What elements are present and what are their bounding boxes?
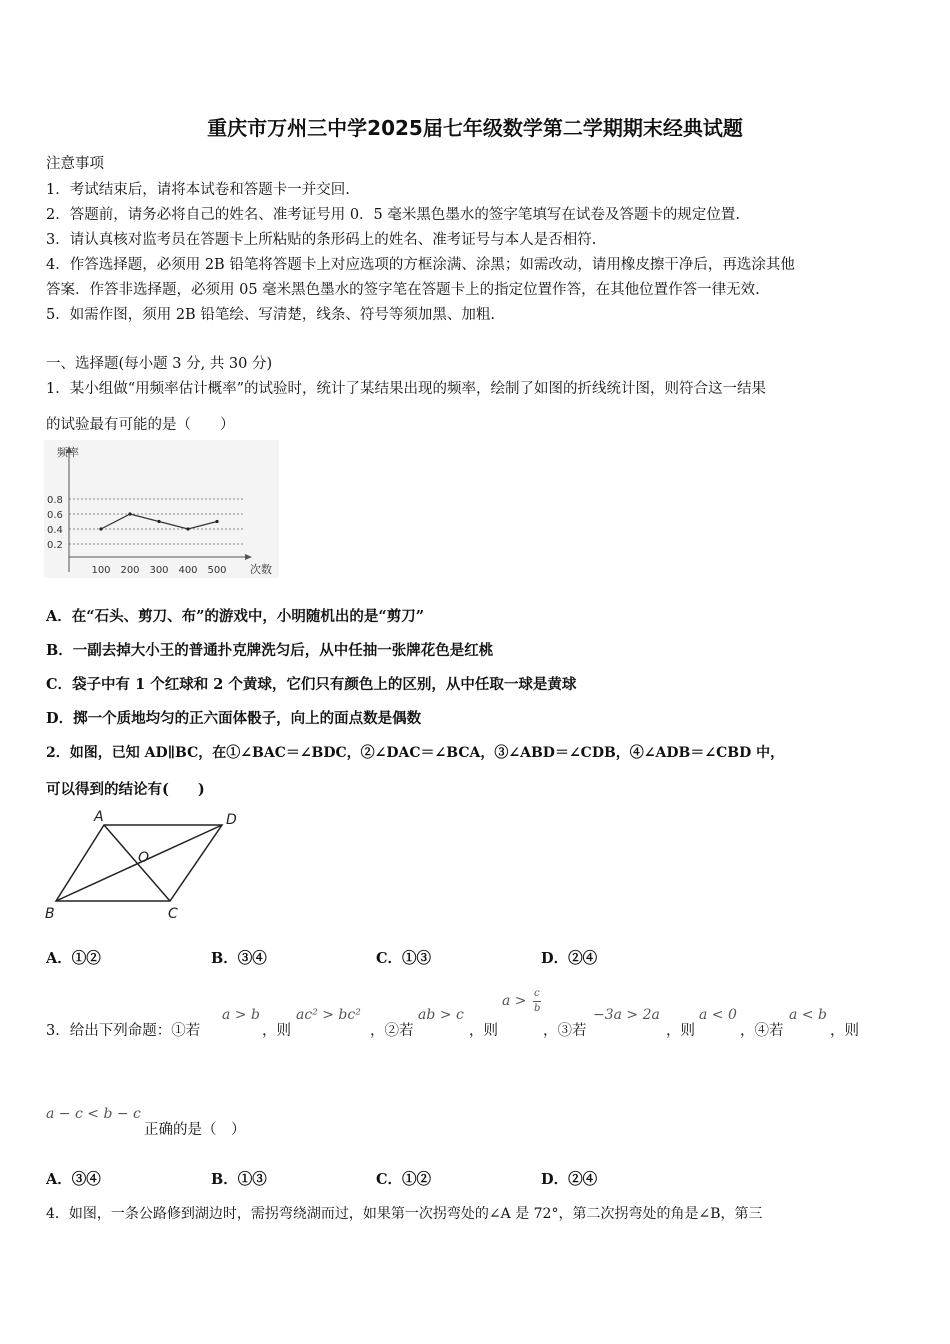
y-tick-label: 0.2: [47, 540, 63, 551]
x-tick-label: 400: [178, 565, 198, 576]
y-axis-label: 频率: [57, 446, 79, 459]
question-4-text: 4．如图，一条公路修到湖边时，需拐弯绕湖而过，如果第一次拐弯处的∠A 是 72°，第二次拐弯处的角是∠B，第三: [46, 1206, 763, 1222]
math-expression: a − c < b − c: [46, 1106, 141, 1122]
parallelogram-figure: [44, 806, 244, 924]
x-tick-label: 200: [120, 565, 140, 576]
q3-option-d[interactable]: D．②④: [541, 1171, 598, 1188]
section-heading: 一、选择题(每小题 3 分, 共 30 分): [46, 356, 273, 372]
frequency-line-chart: [44, 440, 279, 578]
math-expression: a < 0: [699, 1007, 737, 1023]
point-label-o: O: [138, 850, 150, 866]
data-point: [128, 512, 131, 515]
q2-option-c[interactable]: C．①③: [376, 950, 432, 967]
notice-heading: 注意事项: [46, 156, 104, 172]
math-expression: a > b: [222, 1007, 260, 1023]
y-tick-label: 0.4: [47, 525, 63, 536]
vertex-label-d: D: [226, 812, 237, 828]
question-3-text: ，则: [830, 1023, 859, 1039]
notice-item: 4．作答选择题，必须用 2B 铅笔将答题卡上对应选项的方框涂满、涂黑；如需改动，请用橡皮擦干净后，再选涂其他: [46, 257, 795, 273]
notice-item: 5．如需作图，须用 2B 铅笔绘、写清楚，线条、符号等须加黑、加粗.: [46, 307, 495, 323]
q1-option-a[interactable]: A．在“石头、剪刀、布”的游戏中，小明随机出的是“剪刀”: [46, 608, 425, 625]
diagonal-ac: [104, 825, 170, 901]
question-2-text: 可以得到的结论有( ): [46, 781, 205, 798]
q3-option-c[interactable]: C．①②: [376, 1171, 432, 1188]
question-3-text: ，④若: [740, 1023, 784, 1039]
q2-option-d[interactable]: D．②④: [541, 950, 598, 967]
fraction-numerator: c: [534, 988, 540, 999]
q2-option-a[interactable]: A．①②: [46, 950, 101, 967]
x-tick-label: 100: [91, 565, 111, 576]
x-axis-label: 次数: [250, 563, 272, 576]
x-tick-label: 300: [149, 565, 169, 576]
math-expression: ac² > bc²: [296, 1007, 361, 1023]
data-point: [186, 527, 189, 530]
math-expression: a >: [502, 993, 527, 1009]
math-expression: a < b: [789, 1007, 827, 1023]
y-tick-label: 0.6: [47, 510, 63, 521]
notice-item: 3．请认真核对监考员在答题卡上所粘贴的条形码上的姓名、准考证号与本人是否相符.: [46, 232, 597, 248]
vertex-label-c: C: [168, 906, 178, 922]
question-3-text: ，则: [666, 1023, 695, 1039]
y-tick-label: 0.8: [47, 495, 63, 506]
question-3-text: ，则: [469, 1023, 498, 1039]
question-3-prefix: 3．给出下列命题：①若: [46, 1023, 201, 1039]
math-expression: −3a > 2a: [593, 1007, 660, 1023]
notice-item: 1．考试结束后，请将本试卷和答题卡一并交回.: [46, 182, 350, 198]
fraction-denominator: b: [534, 1003, 541, 1014]
q1-option-d[interactable]: D．掷一个质地均匀的正六面体骰子，向上的面点数是偶数: [46, 710, 422, 727]
math-expression: ab > c: [418, 1007, 464, 1023]
question-3-text: ，③若: [543, 1023, 587, 1039]
vertex-label-b: B: [45, 906, 55, 922]
q1-option-c[interactable]: C．袋子中有 1 个红球和 2 个黄球，它们只有颜色上的区别，从中任取一球是黄球: [46, 676, 577, 693]
question-2-text: 2．如图，已知 AD∥BC，在①∠BAC＝∠BDC，②∠DAC＝∠BCA，③∠ABD＝∠CDB，④∠ADB＝∠CBD 中，: [46, 745, 785, 761]
data-point: [215, 520, 218, 523]
q3-option-a[interactable]: A．③④: [46, 1171, 101, 1188]
notice-item: 2．答题前，请务必将自己的姓名、准考证号用 0．5 毫米黑色墨水的签字笔填写在试卷及答题卡的规定位置.: [46, 207, 740, 223]
vertex-label-a: A: [94, 809, 104, 825]
x-tick-label: 500: [207, 565, 227, 576]
q3-option-b[interactable]: B．①③: [211, 1171, 267, 1188]
question-3-text: 正确的是（ ）: [144, 1122, 246, 1138]
question-3-text: ，②若: [370, 1023, 414, 1039]
data-point: [157, 520, 160, 523]
notice-item: 答案．作答非选择题，必须用 05 毫米黑色墨水的签字笔在答题卡上的指定位置作答，在其他位置作答一律无效.: [46, 282, 760, 298]
question-3-text: ，则: [262, 1023, 291, 1039]
question-1-text: 1．某小组做“用频率估计概率”的试验时，统计了某结果出现的频率，绘制了如图的折线统计图，则符合这一结果: [46, 381, 767, 397]
question-1-text: 的试验最有可能的是（ ）: [46, 417, 235, 433]
data-point: [99, 527, 102, 530]
q1-option-b[interactable]: B．一副去掉大小王的普通扑克牌洗匀后，从中任抽一张牌花色是红桃: [46, 642, 494, 659]
page-title: 重庆市万州三中学2025届七年级数学第二学期期末经典试题: [207, 116, 743, 140]
q2-option-b[interactable]: B．③④: [211, 950, 267, 967]
fraction-bar: [533, 1001, 541, 1002]
